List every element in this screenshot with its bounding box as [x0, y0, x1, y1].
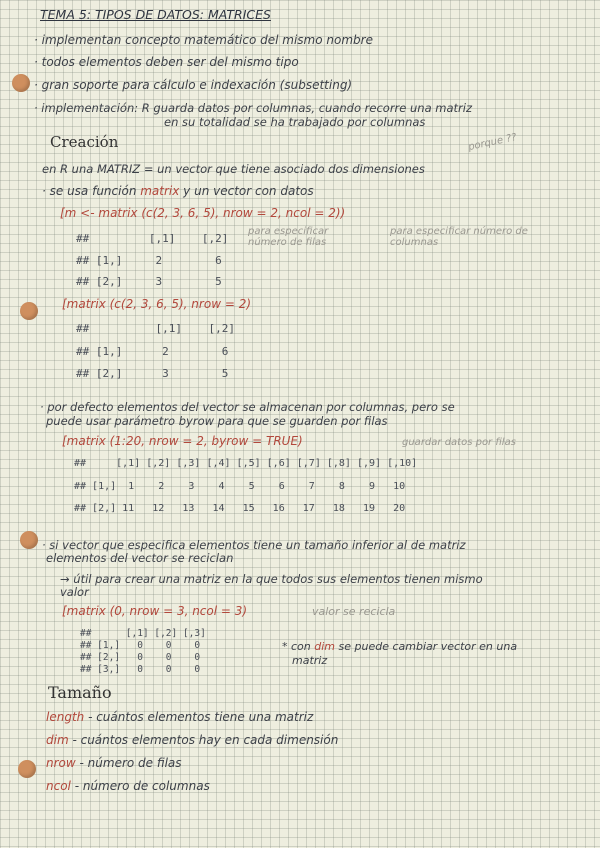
dim-note — [282, 640, 517, 654]
section-heading-creacion: Creación — [50, 133, 119, 151]
intro-line: · todos elementos deben ser del mismo tipo — [34, 55, 299, 69]
creacion-line — [42, 184, 314, 198]
dim-note: matriz — [292, 654, 328, 667]
function-name: ncol — [46, 779, 71, 793]
function-name: dim — [46, 733, 69, 747]
output-row: ## [,1] [,2] [,3] — [80, 628, 206, 639]
text-fragment: se puede cambiar vector en una — [335, 640, 518, 653]
byrow-line: · por defecto elementos del vector se almacenan por columnas, pero se — [40, 400, 455, 414]
punch-hole — [12, 74, 30, 92]
function-name: length — [46, 710, 85, 724]
recycle-line: → útil para crear una matriz en la que todos sus elementos tienen mismo — [60, 572, 483, 586]
item-description: - número de filas — [75, 756, 182, 770]
page-title — [40, 8, 271, 22]
output-row: ## [1,] 0 0 0 — [80, 640, 201, 651]
size-item — [46, 779, 210, 793]
output-row: ## [3,] 0 0 0 — [80, 664, 201, 675]
output-row: ## [1,] 1 2 3 4 5 6 7 8 9 10 — [74, 481, 406, 492]
function-name: nrow — [46, 756, 76, 770]
text-fragment: * con — [282, 640, 315, 653]
output-row: ## [2,] 3 5 — [76, 275, 222, 288]
code-line: [matrix (0, nrow = 3, ncol = 3) — [62, 604, 248, 618]
section-heading-tamano: Tamaño — [48, 683, 112, 702]
code-line: [matrix (1:20, nrow = 2, byrow = TRUE) — [62, 434, 303, 448]
byrow-line: puede usar parámetro byrow para que se guarden por filas — [46, 414, 388, 428]
annotation-byrow: guardar datos por filas — [402, 437, 516, 448]
punch-hole — [18, 760, 36, 778]
recycle-line: · si vector que especifica elementos tiene un tamaño inferior al de matriz — [42, 538, 466, 552]
item-description: - cuántos elementos hay en cada dimensión — [68, 733, 339, 747]
output-row: ## [2,] 3 5 — [76, 367, 229, 380]
annotation-nrow: para especificar número de filas — [248, 226, 329, 248]
recycle-line: elementos del vector se reciclan — [46, 551, 234, 565]
intro-line: · implementación: R guarda datos por columnas, cuando recorre una matriz — [34, 101, 473, 115]
output-row: ## [1,] 2 6 — [76, 254, 222, 267]
intro-line: · gran soporte para cálculo e indexación (subsetting) — [34, 78, 353, 92]
output-row: ## [2,] 11 12 13 14 15 16 17 18 19 20 — [74, 503, 406, 514]
annotation-recycle: valor se recicla — [312, 605, 396, 618]
punch-hole — [20, 302, 38, 320]
size-item — [46, 710, 313, 724]
output-row: ## [2,] 0 0 0 — [80, 652, 201, 663]
code-line: [m <- matrix (c(2, 3, 6, 5), nrow = 2, ncol = 2)) — [60, 206, 346, 220]
punch-hole — [20, 531, 38, 549]
recycle-line: valor — [60, 585, 89, 599]
creacion-line: en R una MATRIZ = un vector que tiene asociado dos dimensiones — [42, 162, 425, 176]
size-item — [46, 733, 338, 747]
code-line: [matrix (c(2, 3, 6, 5), nrow = 2) — [62, 297, 252, 311]
side-note: porque ?? — [467, 132, 518, 154]
function-name: dim — [314, 640, 336, 653]
size-item — [46, 756, 182, 770]
intro-line: en su totalidad se ha trabajado por columnas — [164, 115, 426, 129]
annotation-ncol: para especificar número de columnas — [390, 226, 528, 248]
function-name: matrix — [140, 184, 180, 198]
output-row: ## [,1] [,2] [,3] [,4] [,5] [,6] [,7] [,8] [,9] [,10] — [74, 458, 418, 469]
text-fragment: · se usa función — [42, 184, 141, 198]
item-description: - número de columnas — [70, 779, 210, 793]
output-row: ## [1,] 2 6 — [76, 345, 229, 358]
item-description: - cuántos elementos tiene una matriz — [84, 710, 314, 724]
intro-line: · implementan concepto matemático del mismo nombre — [34, 33, 373, 47]
output-row: ## [,1] [,2] — [76, 322, 235, 335]
text-fragment: y un vector con datos — [179, 184, 314, 198]
output-row: ## [,1] [,2] — [76, 232, 229, 245]
title-text: TEMA 5: TIPOS DE DATOS: MATRICES — [40, 7, 271, 22]
